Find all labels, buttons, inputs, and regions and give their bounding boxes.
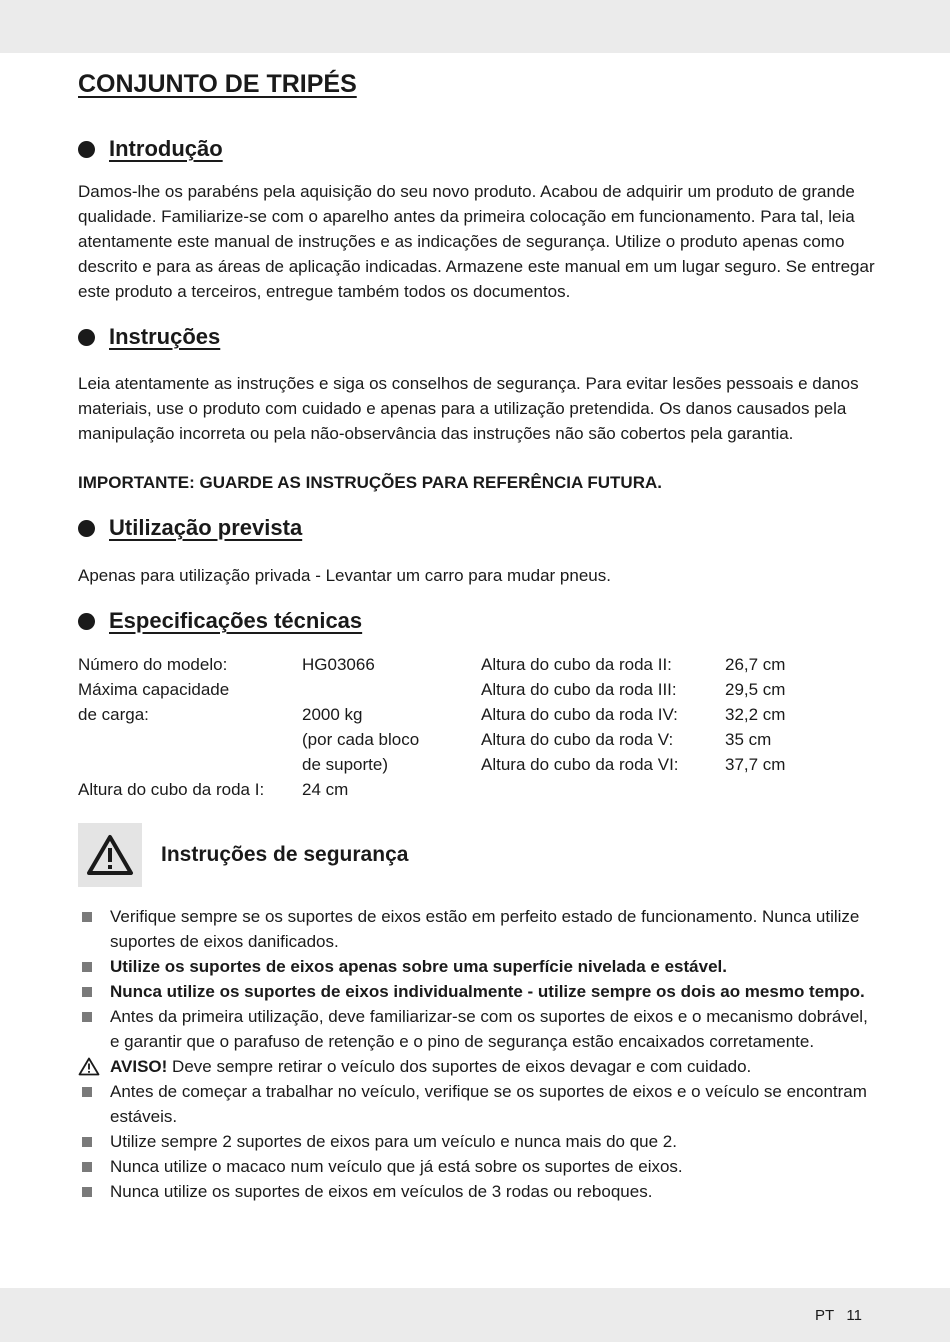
list-item-text: Nunca utilize os suportes de eixos em veículos de 3 rodas ou reboques. <box>110 1182 653 1201</box>
spec-value: 32,2 cm <box>725 705 786 724</box>
square-bullet-icon <box>82 962 92 972</box>
list-item-text: Nunca utilize o macaco num veículo que já está sobre os suportes de eixos. <box>110 1157 683 1176</box>
spec-label: Número do modelo: <box>78 655 228 674</box>
spec-value: 37,7 cm <box>725 755 786 774</box>
square-bullet-icon <box>82 1137 92 1147</box>
list-item <box>78 1129 868 1154</box>
header-band <box>0 0 950 53</box>
list-item-text: Utilize sempre 2 suportes de eixos para um veículo e nunca mais do que 2. <box>110 1132 677 1151</box>
list-item-text: Antes de começar a trabalhar no veículo, verifique se os suportes de eixos e o veículo se encontram estáveis. <box>110 1082 867 1126</box>
list-item <box>78 904 868 954</box>
list-item <box>78 954 868 979</box>
list-item-text: Utilize os suportes de eixos apenas sobre uma superfície nivelada e estável. <box>110 957 727 976</box>
spec-value: (por cada bloco <box>302 730 420 749</box>
spec-value: 29,5 cm <box>725 680 786 699</box>
instructions-paragraph: Leia atentamente as instruções e siga os conselhos de segurança. Para evitar lesões pessoais e danos materiais, use o produto com cuidado e apenas para a utilização pretendida. Os danos causados pela manipulação incorreta ou pela não-observância das instruções não são cobertos pela garantia. <box>78 374 859 443</box>
list-item-text: Verifique sempre se os suportes de eixos estão em perfeito estado de funcionamento. Nunca utilize suportes de eixos danificados. <box>110 907 860 951</box>
important-notice: IMPORTANTE: GUARDE AS INSTRUÇÕES PARA REFERÊNCIA FUTURA. <box>78 473 662 492</box>
spec-label <box>78 727 264 752</box>
list-item <box>78 1004 868 1054</box>
spec-left-values <box>302 652 419 802</box>
spec-value: 26,7 cm <box>725 655 786 674</box>
spec-value <box>302 677 419 702</box>
bullet-dot-icon <box>78 141 95 158</box>
square-bullet-icon <box>82 1187 92 1197</box>
page-title: CONJUNTO DE TRIPÉS <box>78 70 357 98</box>
spec-label: de carga: <box>78 705 149 724</box>
bullet-dot-icon <box>78 329 95 346</box>
list-item-text: Antes da primeira utilização, deve familiarizar-se com os suportes de eixos e o mecanismo dobrável, e garantir que o parafuso de retenção e o pino de segurança estão encaixados corretamente. <box>110 1007 868 1051</box>
section-heading-instructions-label: Instruções <box>109 324 221 349</box>
list-item-warning <box>78 1054 868 1079</box>
spec-value: de suporte) <box>302 755 388 774</box>
spec-label: Altura do cubo da roda III: <box>481 680 677 699</box>
square-bullet-icon <box>82 987 92 997</box>
section-heading-instructions <box>78 324 220 350</box>
section-heading-specs <box>78 608 362 634</box>
spec-right-labels <box>481 652 679 777</box>
warning-label: AVISO! <box>110 1057 168 1076</box>
bullet-dot-icon <box>78 520 95 537</box>
list-item-text: Deve sempre retirar o veículo dos suportes de eixos devagar e com cuidado. <box>167 1057 752 1076</box>
section-heading-usage <box>78 515 302 541</box>
spec-label: Altura do cubo da roda I: <box>78 780 265 799</box>
square-bullet-icon <box>82 1162 92 1172</box>
intro-paragraph: Damos-lhe os parabéns pela aquisição do seu novo produto. Acabou de adquirir um produto de grande qualidade. Familiarize-se com o aparelho antes da primeira colocação em funcionamento. Para tal, leia atentamente este manual de instruções e as indicações de segurança. Utilize o produto apenas como descrito e para as áreas de aplicação indicadas. Armazene este manual em um lugar seguro. Se entregar este produto a terceiros, entregue também todos os documentos. <box>78 182 875 301</box>
spec-value: HG03066 <box>302 655 375 674</box>
bullet-dot-icon <box>78 613 95 630</box>
list-item-text: Nunca utilize os suportes de eixos individualmente - utilize sempre os dois ao mesmo tempo. <box>110 982 865 1001</box>
safety-list <box>78 904 868 1204</box>
warning-triangle-icon <box>86 834 134 876</box>
warning-box <box>78 823 142 887</box>
square-bullet-icon <box>82 1087 92 1097</box>
warning-triangle-icon <box>78 1057 100 1076</box>
list-item <box>78 1079 868 1129</box>
list-item <box>78 1179 868 1204</box>
spec-value: 24 cm <box>302 780 349 799</box>
spec-label: Máxima capacidade <box>78 680 230 699</box>
section-heading-intro <box>78 136 223 162</box>
usage-paragraph: Apenas para utilização privada - Levantar um carro para mudar pneus. <box>78 566 611 585</box>
list-item <box>78 979 868 1004</box>
spec-label: Altura do cubo da roda V: <box>481 730 674 749</box>
spec-value: 2000 kg <box>302 705 363 724</box>
section-heading-intro-label: Introdução <box>109 136 223 161</box>
list-item <box>78 1154 868 1179</box>
spec-left-labels <box>78 652 264 802</box>
spec-right-values <box>725 652 785 777</box>
page-number: PT 11 <box>815 1307 862 1324</box>
square-bullet-icon <box>82 1012 92 1022</box>
footer-band <box>0 1288 950 1342</box>
spec-label: Altura do cubo da roda IV: <box>481 705 678 724</box>
section-heading-usage-label: Utilização prevista <box>109 515 303 540</box>
spec-label: Altura do cubo da roda II: <box>481 655 672 674</box>
spec-value: 35 cm <box>725 730 772 749</box>
spec-label <box>78 752 264 777</box>
spec-label: Altura do cubo da roda VI: <box>481 755 679 774</box>
section-heading-specs-label: Especificações técnicas <box>109 608 363 633</box>
section-heading-safety: Instruções de segurança <box>161 843 409 866</box>
square-bullet-icon <box>82 912 92 922</box>
